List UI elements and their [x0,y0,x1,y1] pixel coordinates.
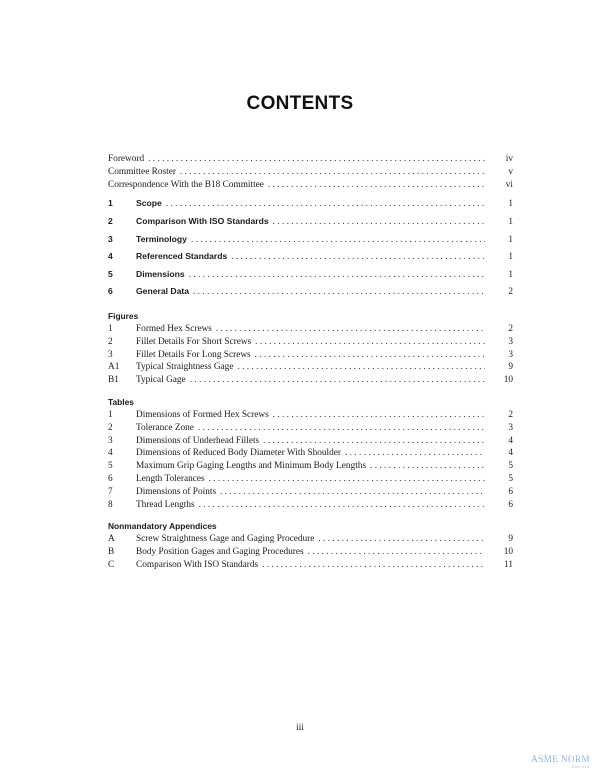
dot-leader [198,422,485,435]
entry-page: 1 [508,269,513,280]
entry-page: 3 [508,349,513,360]
watermark-text: ASME NORM [531,754,590,764]
appendix-letter: C [108,559,115,570]
table-title: Thread Lengths [136,499,195,510]
table-number: 2 [108,422,113,433]
entry-title: Correspondence With the B18 Committee [108,179,264,190]
dot-leader [220,486,485,499]
table-title: Tolerance Zone [136,422,194,433]
watermark-logo [531,754,590,769]
table-number: 4 [108,448,113,459]
watermark-subtext: ONLINE [571,764,590,769]
section-title: Comparison With ISO Standards [136,215,269,226]
tables-heading: Tables [108,396,134,407]
dot-leader [345,447,485,460]
table-number: 8 [108,499,113,510]
figures-group [108,310,513,387]
dot-leader [263,435,485,448]
dot-leader [191,232,485,250]
appendix-title: Comparison With ISO Standards [136,559,259,570]
entry-page: vi [505,179,513,190]
entry-page: 3 [508,422,513,433]
entry-page: 5 [508,473,513,484]
dot-leader [209,473,485,486]
entry-page: 10 [503,375,513,386]
table-title: Dimensions of Underhead Fillets [136,435,260,446]
section-number: 2 [108,215,113,226]
entry-page: 2 [508,287,513,298]
entry-page: 1 [508,252,513,263]
toc-figure-2[interactable] [108,336,513,349]
entry-page: 6 [508,486,513,497]
appendices-heading: Nonmandatory Appendices [108,521,217,532]
table-number: 5 [108,461,113,472]
figure-number: A1 [108,362,120,373]
dot-leader [255,349,485,362]
table-title: Dimensions of Points [136,486,217,497]
section-number: 4 [108,251,113,262]
dot-leader [148,153,485,166]
figure-number: B1 [108,375,119,386]
toc-section-6[interactable] [108,283,513,301]
entry-page: 1 [508,216,513,227]
toc-section-2[interactable] [108,213,513,231]
dot-leader [231,249,485,267]
table-number: 6 [108,473,113,484]
toc-figure-b1[interactable] [108,374,513,387]
toc-table-5[interactable] [108,460,513,473]
figure-title: Formed Hex Screws [136,323,212,334]
table-number: 3 [108,435,113,446]
section-number: 1 [108,198,113,209]
entry-page: v [508,166,513,177]
figure-title: Typical Straightness Gage [136,362,234,373]
appendix-letter: B [108,547,115,558]
toc-table-6[interactable] [108,473,513,486]
entry-page: 9 [508,362,513,373]
section-number: 5 [108,268,113,279]
entry-page: 11 [504,559,513,570]
figure-number: 3 [108,349,113,360]
entry-page: 10 [503,547,513,558]
toc-section-1[interactable] [108,195,513,213]
toc-figure-1[interactable] [108,323,513,336]
entry-title: Foreword [108,154,145,164]
table-number: 7 [108,486,113,497]
section-title: Terminology [136,233,187,244]
dot-leader [189,267,485,285]
dot-leader [273,214,485,232]
dot-leader [255,336,485,349]
toc-table-4[interactable] [108,447,513,460]
appendix-letter: A [108,534,115,545]
entry-page: 4 [508,435,513,446]
entry-page: 2 [508,323,513,334]
dot-leader [166,196,485,214]
sections-list [108,195,513,301]
appendix-title: Screw Straightness Gage and Gaging Procedure [136,534,315,545]
toc-appendix-c[interactable] [108,559,513,572]
toc-table-2[interactable] [108,422,513,435]
dot-leader [237,361,485,374]
section-number: 6 [108,286,113,297]
entry-title: Committee Roster [108,166,176,177]
entry-page: 6 [508,499,513,510]
figure-number: 2 [108,336,113,347]
entry-page: iv [505,154,513,164]
dot-leader [180,166,485,179]
section-title: Referenced Standards [136,251,228,262]
dot-leader [370,460,485,473]
dot-leader [199,499,485,512]
entry-page: 4 [508,448,513,459]
toc-table-7[interactable] [108,486,513,499]
table-title: Length Tolerances [136,473,205,484]
entry-page: 5 [508,461,513,472]
front-matter-list [108,153,513,191]
toc-entry-foreword[interactable] [108,153,513,166]
entry-page: 2 [508,409,513,420]
entry-page: 9 [508,534,513,545]
table-title: Dimensions of Formed Hex Screws [136,409,269,420]
toc-appendix-b[interactable] [108,546,513,559]
section-title: General Data [136,286,190,297]
toc-appendix-a[interactable] [108,533,513,546]
toc-figure-3[interactable] [108,349,513,362]
figure-number: 1 [108,323,113,334]
dot-leader [262,559,485,572]
toc-table-3[interactable] [108,435,513,448]
section-title: Dimensions [136,268,185,279]
dot-leader [193,284,485,302]
section-number: 3 [108,233,113,244]
toc-section-4[interactable] [108,248,513,266]
table-of-contents [108,153,513,572]
page-number: iii [296,723,304,733]
toc-entry-committee-roster[interactable] [108,166,513,179]
tables-group [108,396,513,511]
figure-title: Fillet Details For Long Screws [136,349,251,360]
appendices-group [108,520,513,571]
entry-page: 1 [508,199,513,210]
dot-leader [308,546,485,559]
dot-leader [268,179,485,192]
page-title: CONTENTS [246,93,354,114]
entry-page: 1 [508,234,513,245]
figure-title: Typical Gage [136,375,186,386]
toc-section-5[interactable] [108,266,513,284]
entry-page: 3 [508,336,513,347]
toc-table-1[interactable] [108,409,513,422]
appendix-title: Body Position Gages and Gaging Procedures [136,547,304,558]
table-title: Maximum Grip Gaging Lengths and Minimum Body Lengths [136,461,367,472]
toc-entry-correspondence[interactable] [108,179,513,192]
section-title: Scope [136,198,162,209]
toc-figure-a1[interactable] [108,361,513,374]
dot-leader [318,533,485,546]
dot-leader [273,409,485,422]
table-title: Dimensions of Reduced Body Diameter With Shoulder [136,448,341,459]
figure-title: Fillet Details For Short Screws [136,336,252,347]
toc-table-8[interactable] [108,499,513,512]
dot-leader [216,323,485,336]
dot-leader [190,374,485,387]
figures-heading: Figures [108,310,139,321]
toc-section-3[interactable] [108,231,513,249]
table-number: 1 [108,409,113,420]
